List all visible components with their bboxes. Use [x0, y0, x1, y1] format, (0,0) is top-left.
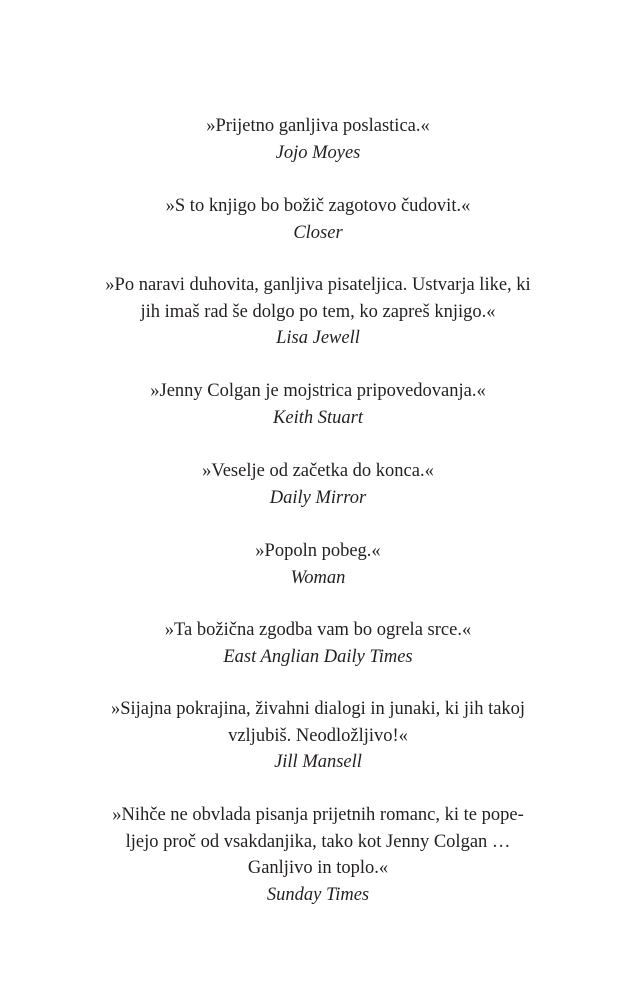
quote-line: »Po naravi duhovita, ganljiva pisateljica. Ustvarja like, ki [105, 275, 531, 295]
quote-line: »Nihče ne obvlada pisanja prijetnih romanc, ki te pope- [112, 805, 524, 825]
blurb-daily-mirror [88, 458, 548, 511]
blurb-keith-stuart [88, 378, 548, 431]
quote-line: Ganljivo in toplo.« [247, 858, 389, 878]
quote-line: ljejo proč od vsakdanjika, tako kot Jenny Colgan … [125, 831, 511, 852]
quote-source: East Anglian Daily Times [223, 646, 413, 667]
blurb-jill-mansell [88, 696, 548, 776]
quote-line: »Prijetno ganljiva poslastica.« [206, 116, 430, 136]
quote-line: »Ta božična zgodba vam bo ogrela srce.« [164, 620, 472, 640]
quote-line: »Jenny Colgan je mojstrica pripovedovanja.« [150, 381, 486, 401]
blurb-woman [88, 538, 548, 591]
quote-source: Lisa Jewell [276, 328, 360, 348]
quote-source: Jojo Moyes [275, 142, 361, 163]
blurb-jojo-moyes [88, 113, 548, 166]
quote-line: »Popoln pobeg.« [255, 541, 381, 561]
quote-source: Daily Mirror [269, 487, 367, 508]
blurb-sunday-times [88, 802, 548, 908]
quote-source: Woman [290, 567, 346, 588]
quote-line: »S to knjigo bo božič zagotovo čudovit.« [165, 196, 471, 216]
quote-line: jih imaš rad še dolgo po tem, ko zapreš knjigo.« [140, 301, 496, 322]
quote-line: vzljubiš. Neodložljivo!« [228, 725, 408, 746]
quote-line: »Veselje od začetka do konca.« [202, 461, 434, 481]
quote-source: Closer [293, 222, 343, 243]
quote-source: Keith Stuart [273, 407, 363, 428]
blurb-east-anglian-daily-times [88, 617, 548, 670]
quote-source: Jill Mansell [274, 752, 362, 772]
quote-source: Sunday Times [266, 884, 370, 905]
blurb-closer [88, 193, 548, 246]
blurb-lisa-jewell [88, 272, 548, 352]
quote-line: »Sijajna pokrajina, živahni dialogi in junaki, ki jih takoj [110, 699, 526, 719]
